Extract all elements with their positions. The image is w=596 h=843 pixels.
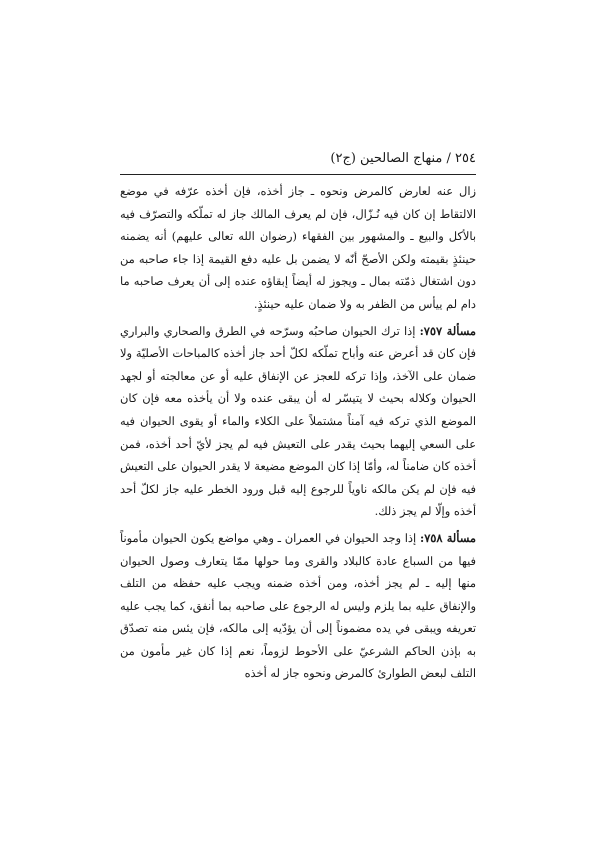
masala-758-text: إذا وجد الحيوان في العمران ـ وهي مواضع يكون الحيوان مأموناً فيها من السباع عادة كالبلاد والقرى وما حولها ممّا يتعارف وصول الحيوان منها إليه ـ لم يجز أخذه، ومن أخذه ضمنه ويجب عليه حفظه من التلف والإنفاق عليه بما يلزم وليس له الرجوع على صاحبه بما أنفق، كما يجب عليه تعريفه ويبقى في يده مضموناً إلى أن يؤدّيه إلى مالكه، فإن يئس منه تصدّق به بإذن الحاكم الشرعيّ على الأحوط لزوماً، نعم إذا كان غير مأمون من التلف لبعض الطوارئ كالمرض ونحوه جاز له أخذه (120, 530, 476, 681)
masala-757-label: مسألة ٧٥٧: (419, 323, 476, 338)
masala-757-text: إذا ترك الحيوان صاحبُه وسرّحه في الطرق والصحاري والبراري فإن كان قد أعرض عنه وأباح تملّكه لكلّ أحد جاز أخذه كالمباحات الأصليّة ولا ضمان على الآخذ، وإذا تركه للعجز عن الإنفاق عليه أو عن معالجته أو لجهد الحيوان وكلاله بحيث لا يتيسّر له أن يبقى عنده ولا أن يأخذه معه فإن كان الموضع الذي تركه فيه آمناً مشتملاً على الكلاء والماء أو يقوى الحيوان فيه على السعي إليهما بحيث يقدر على التعيش فيه لم يجز لأيّ أحد أخذه، فمن أخذه كان ضامناً له، وأمّا إذا كان الموضع مضيعة لا يقدر الحيوان على التعيش فيه فإن لم يكن مالكه ناوياً للرجوع إليه قبل ورود الخطر عليه جاز لكلّ أحد أخذه وإلّا لم يجز ذلك. (120, 323, 476, 519)
running-header: ٢٥٤ / منهاج الصالحين (ج٢) (330, 151, 476, 166)
header-rule (120, 174, 476, 175)
main-text (120, 180, 476, 685)
masala-758 (120, 527, 476, 685)
paragraph-continuation: زال عنه لعارض كالمرض ونحوه ـ جاز أخذه، فإن أخذه عرّفه في موضع الالتقاط إن كان فيه نُـزّال، فإن لم يعرف المالك جاز له تملّكه والتصرّف فيه بالأكل والبيع ـ والمشهور بين الفقهاء (رضوان الله تعالى عليهم) أنه يضمنه حينئذٍ بقيمته ولكن الأصحّ أنّه لا يضمن بل عليه دفع القيمة إذا جاء صاحبه من دون اشتغال ذمّته بمال ـ ويجوز له أيضاً إبقاؤه عنده إلى أن يعرف صاحبه ما دام لم ييأس من الظفر به ولا ضمان عليه حينئذٍ. (120, 184, 476, 311)
masala-758-label: مسألة ٧٥٨: (419, 530, 476, 545)
masala-757 (120, 320, 476, 523)
